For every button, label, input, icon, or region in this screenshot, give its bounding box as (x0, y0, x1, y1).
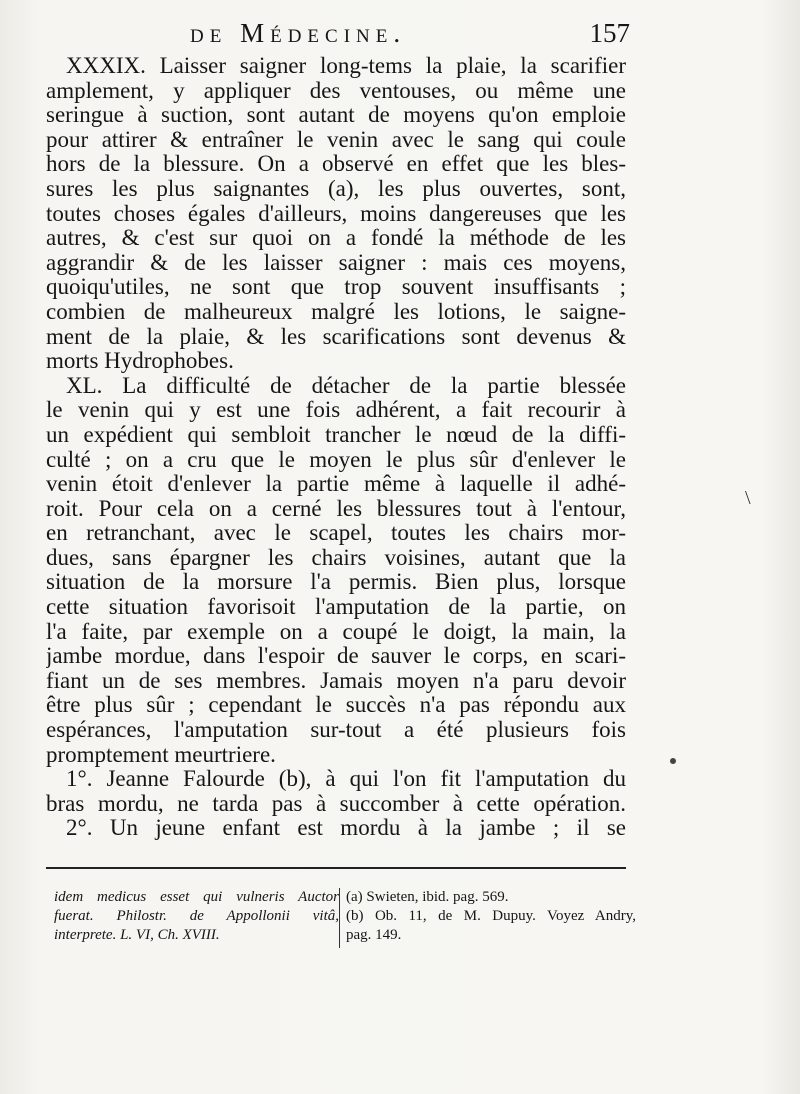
text-line: 1°. Jeanne Falourde (b), à qui l'on fit l'amputation du (66, 767, 626, 792)
text-line: morts Hydrophobes. (46, 349, 234, 374)
text-line: quoiqu'utiles, ne sont que trop souvent insuffisants ; (46, 275, 626, 300)
footnote-continuation (54, 888, 339, 945)
text-line: sures les plus saignantes (a), les plus ouvertes, sont, (46, 176, 626, 201)
text-line: combien de malheureux malgré les lotions, le saigne- (46, 299, 626, 324)
text-line: espérances, l'amputation sur-tout a été plusieurs fois (46, 718, 626, 743)
footnote-divider (339, 888, 340, 948)
text-line: être plus sûr ; cependant le succès n'a pas répondu aux (46, 693, 626, 718)
margin-stroke-icon: \ (745, 487, 751, 509)
ink-spot-icon (670, 758, 676, 764)
text-line: l'a faite, par exemple on a coupé le doigt, la main, la (46, 619, 626, 644)
text-line: XL. La difficulté de détacher de la partie blessée (66, 373, 626, 398)
text-line: hors de la blessure. On a observé en effet que les bles- (46, 152, 626, 177)
text-line: amplement, y appliquer des ventouses, ou même une (46, 78, 626, 103)
footnote-line: interprete. L. VI, Ch. XVIII. (54, 927, 220, 943)
text-line: bras mordu, ne tarda pas à succomber à cette opération. (46, 791, 626, 816)
text-line: pour attirer & entraîner le venin avec le sang qui coule (46, 127, 626, 152)
footnote-rule (46, 867, 626, 869)
text-line: roit. Pour cela on a cerné les blessures tout à l'entour, (46, 496, 626, 521)
text-line: jambe mordue, dans l'espoir de sauver le corps, en scari- (46, 644, 626, 669)
text-line: le venin qui y est une fois adhérent, a fait recourir à (46, 398, 626, 423)
page-number: 157 (589, 18, 630, 48)
body-text (46, 54, 626, 841)
footnotes (46, 888, 636, 958)
text-line: situation de la morsure l'a permis. Bien plus, lorsque (46, 570, 626, 595)
text-line: autres, & c'est sur quoi on a fondé la méthode de les (46, 226, 626, 251)
footnote-line: (b) Ob. 11, de M. Dupuy. Voyez Andry, (346, 908, 636, 924)
footnote-references (346, 888, 636, 945)
footnote-line: (a) Swieten, ibid. pag. 569. (346, 889, 509, 905)
text-line: seringue à suction, sont autant de moyens qu'on emploie (46, 103, 626, 128)
text-line: culté ; on a cru que le moyen le plus sûr d'enlever le (46, 447, 626, 472)
text-line: 2°. Un jeune enfant est mordu à la jambe ; il se (66, 816, 626, 841)
text-line: toutes choses égales d'ailleurs, moins dangereuses que les (46, 201, 626, 226)
text-line: en retranchant, avec le scapel, toutes les chairs mor- (46, 521, 626, 546)
footnote-line: fuerat. Philostr. de Appollonii vitâ, (54, 908, 339, 924)
footnote-line: idem medicus esset qui vulneris Auctor (54, 889, 339, 905)
text-line: aggrandir & de les laisser saigner : mais ces moyens, (46, 250, 626, 275)
text-line: cette situation favorisoit l'amputation de la partie, on (46, 595, 626, 620)
text-line: ment de la plaie, & les scarifications sont devenus & (46, 324, 626, 349)
running-title: de Médecine. (190, 18, 407, 48)
text-line: XXXIX. Laisser saigner long-tems la plaie, la scarifier (66, 54, 626, 78)
running-head (190, 18, 630, 52)
footnote-line: pag. 149. (346, 927, 402, 943)
text-line: fiant un de ses membres. Jamais moyen n'a paru devoir (46, 668, 626, 693)
text-line: venin étoit d'enlever la partie même à laquelle il adhé- (46, 472, 626, 497)
text-line: dues, sans épargner les chairs voisines, autant que la (46, 545, 626, 570)
text-line: un expédient qui sembloit trancher le nœud de la diffi- (46, 422, 626, 447)
text-line: promptement meurtriere. (46, 742, 276, 767)
